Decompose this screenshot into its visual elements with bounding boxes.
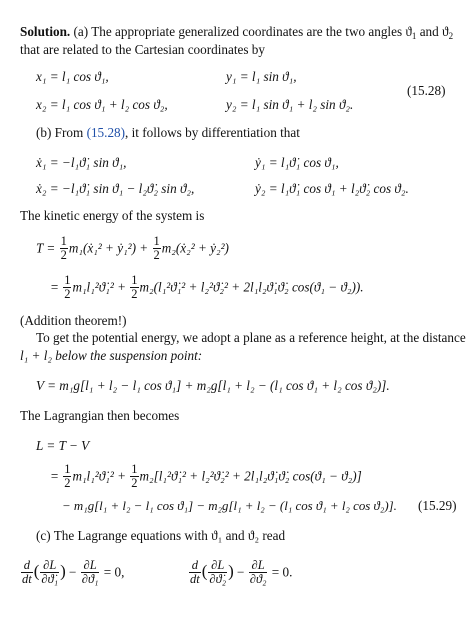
frac-den: 2: [60, 248, 67, 263]
minus-sign: −: [237, 564, 245, 580]
partial-fraction: [81, 559, 100, 586]
frac-den: 2: [64, 287, 71, 302]
frac-num: 1: [131, 273, 138, 287]
solution-line-2: that are related to the Cartesian coordinates by: [20, 42, 265, 57]
lagrangian-term-a: m₁l₁²ϑ̇₁² +: [72, 468, 126, 484]
d-dt-fraction: [189, 559, 201, 586]
frac-den: 2: [153, 248, 160, 263]
eq-x2: x₂ = l₁ cos ϑ₁ + l₂ cos ϑ₂,: [36, 97, 168, 112]
lagrangian-eq-sign: =: [50, 468, 59, 484]
fraction-half: [63, 274, 71, 301]
lagrange-equation-1: $\frac{d}{dt}$ ( $\frac{\partial L}{\text{∂ϑ̇₁}}$ ) − $\frac{\partial L}{\text{∂ϑ₁}}$ = 0,: [22, 558, 125, 587]
frac-den: ∂ϑ̇₂: [209, 572, 227, 587]
kinetic-line-2: [50, 275, 364, 302]
lagrangian-intro: The Lagrangian then becomes: [20, 408, 180, 423]
solution-sub1: 1: [411, 31, 417, 41]
frac-num: ∂L: [249, 559, 268, 573]
part-b-text: [36, 125, 300, 142]
lagrange-equation-2: $\frac{d}{dt}$ ( $\frac{\partial L}{\text{∂ϑ̇₂}}$ ) − $\frac{\partial L}{\text{∂ϑ₂}}$ = 0.: [190, 558, 293, 587]
frac-num: 1: [64, 462, 71, 476]
frac-den: dt: [22, 572, 32, 587]
frac-num: 1: [153, 234, 160, 248]
solution-text: (a) The appropriate generalized coordinates are the two angles ϑ: [70, 24, 412, 39]
eq-y1: y₁ = l₁ sin ϑ₁,: [226, 69, 297, 84]
kinetic-eq-sign: =: [50, 279, 59, 295]
solution-heading: Solution.: [20, 24, 71, 39]
solution-sub2: 2: [448, 31, 454, 41]
part-b-suffix: , it follows by differentiation that: [125, 125, 300, 140]
equals-zero: = 0.: [271, 564, 293, 580]
frac-den: 2: [131, 476, 138, 491]
kinetic-term-d: m₂(l₁²ϑ̇₁² + l₂²ϑ̇₂² + 2l₁l₂ϑ̇₁ϑ̇₂ cos(ϑ₁ − ϑ₂)).: [139, 279, 364, 295]
eq-xdot1: ẋ₁ = −l₁ϑ̇₁ sin ϑ₁,: [36, 155, 127, 170]
solution-line-1: [20, 24, 453, 42]
potential-line-2: l₁ + l₂ below the suspension point:: [20, 348, 203, 363]
frac-num: 1: [60, 234, 67, 248]
kinetic-term-b: m₂(ẋ₂² + ẏ₂²): [161, 240, 229, 256]
kinetic-intro: The kinetic energy of the system is: [20, 208, 205, 223]
fraction-half: [153, 235, 161, 262]
frac-num: ∂L: [81, 559, 100, 573]
lagrangian-line-2: [50, 464, 362, 491]
frac-den: dt: [190, 572, 200, 587]
frac-num: 1: [64, 273, 71, 287]
kinetic-line-1: [36, 236, 229, 263]
fraction-half: [130, 274, 138, 301]
eq-x1: x₁ = l₁ cos ϑ₁,: [36, 69, 109, 84]
part-c-text: (c) The Lagrange equations with ϑ₁ and ϑ₂ read: [36, 528, 286, 543]
equation-number-15-29: (15.29): [418, 498, 457, 513]
kinetic-term-c: m₁l₁²ϑ̇₁² +: [72, 279, 126, 295]
frac-den: ∂ϑ̇₁: [41, 572, 59, 587]
frac-den: 2: [64, 476, 71, 491]
d-dt-fraction: [21, 559, 33, 586]
eq-ydot1: ẏ₁ = l₁ϑ̇₁ cos ϑ₁,: [255, 155, 339, 170]
part-b-prefix: (b) From: [36, 125, 87, 140]
potential-equation: V = m₁g[l₁ + l₂ − l₁ cos ϑ₁] + m₂g[l₁ + l₂ − (l₁ cos ϑ₁ + l₂ cos ϑ₂)].: [36, 378, 390, 393]
frac-num: 1: [131, 462, 138, 476]
eq-xdot2: ẋ₂ = −l₁ϑ̇₁ sin ϑ₁ − l₂ϑ̇₂ sin ϑ₂,: [36, 181, 195, 196]
solution-and: and ϑ: [416, 24, 449, 39]
partial-fraction: [40, 559, 59, 586]
frac-num: d: [189, 559, 201, 573]
eq-ydot2: ẏ₂ = l₁ϑ̇₁ cos ϑ₁ + l₂ϑ̇₂ cos ϑ₂.: [255, 181, 409, 196]
addition-theorem-note: (Addition theorem!): [20, 313, 127, 328]
frac-den: ∂ϑ₂: [249, 572, 267, 587]
equation-reference-link[interactable]: (15.28): [86, 125, 126, 140]
potential-line-1: To get the potential energy, we adopt a plane as a reference height, at the distance: [36, 330, 466, 345]
frac-num: ∂L: [208, 559, 227, 573]
frac-den: ∂ϑ₁: [81, 572, 99, 587]
frac-num: ∂L: [40, 559, 59, 573]
eq-y2: y₂ = l₁ sin ϑ₁ + l₂ sin ϑ₂.: [226, 97, 354, 112]
frac-den: 2: [131, 287, 138, 302]
lagrangian-line-1: L = T − V: [36, 438, 90, 453]
equation-number-15-28: (15.28): [407, 83, 446, 98]
partial-fraction: [208, 559, 227, 586]
fraction-half: [60, 235, 68, 262]
lagrangian-term-b: m₂[l₁²ϑ̇₁² + l₂²ϑ̇₂² + 2l₁l₂ϑ̇₁ϑ̇₂ cos(ϑ₁ − ϑ₂)]: [139, 468, 362, 484]
lagrangian-line-3: − m₁g[l₁ + l₂ − l₁ cos ϑ₁] − m₂g[l₁ + l₂ − (l₁ cos ϑ₁ + l₂ cos ϑ₂)].: [62, 499, 397, 513]
partial-fraction: [249, 559, 268, 586]
minus-sign: −: [69, 564, 77, 580]
kinetic-term-a: m₁(ẋ₁² + ẏ₁²) +: [68, 240, 149, 256]
frac-num: d: [21, 559, 33, 573]
kinetic-lhs: T =: [36, 240, 56, 256]
fraction-half: [63, 463, 71, 490]
fraction-half: [130, 463, 138, 490]
equals-zero: = 0,: [103, 564, 125, 580]
